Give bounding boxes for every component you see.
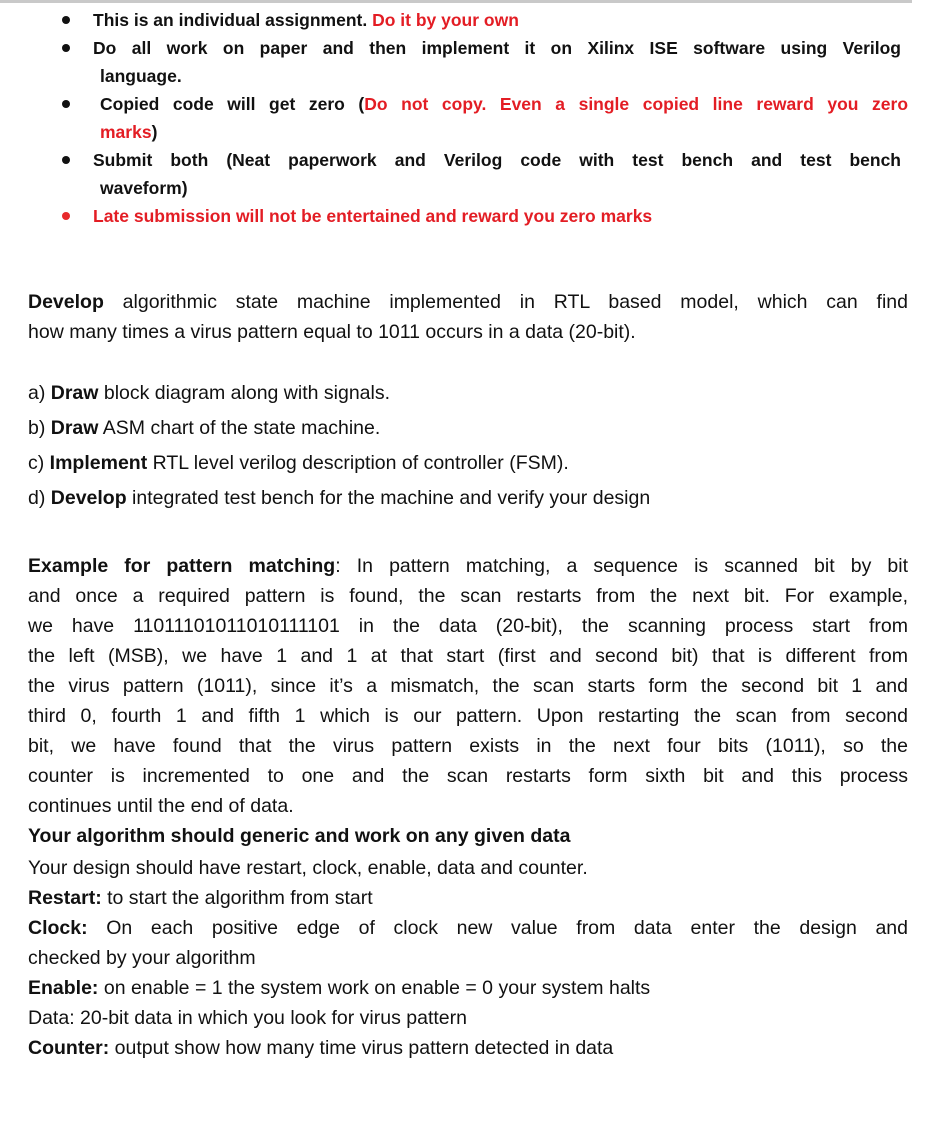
counter-spec: Counter: output show how many time virus pattern detected in data (28, 1037, 614, 1059)
task-item: a) Draw block diagram along with signals. (28, 382, 391, 404)
restart-spec: Restart: to start the algorithm from start (28, 887, 373, 909)
instruction-highlight: Do not copy. Even a single copied line reward you zero (364, 94, 909, 114)
generic-note: Your algorithm should generic and work on any given data (28, 825, 571, 847)
design-requirements (28, 853, 908, 1063)
bullet-icon (62, 156, 70, 164)
instruction-text-continued: waveform) (100, 178, 188, 198)
instruction-item (0, 34, 901, 90)
top-divider (0, 0, 912, 3)
problem-text-continued: how many times a virus pattern equal to 1011 occurs in a data (20-bit). (28, 321, 636, 343)
example-heading: Example for pattern matching (28, 555, 336, 577)
instruction-item (0, 146, 901, 202)
task-item: c) Implement RTL level verilog description of controller (FSM). (28, 452, 569, 474)
enable-spec: Enable: on enable = 1 the system work on enable = 0 your system halts (28, 977, 651, 999)
problem-text: algorithmic state machine implemented in RTL based model, which can find (103, 291, 908, 313)
instruction-text-continued: language. (100, 66, 182, 86)
problem-keyword: Develop (28, 291, 104, 313)
instruction-text: Copied code will get zero ( (100, 94, 365, 114)
instruction-item (0, 6, 901, 34)
problem-statement (28, 287, 908, 347)
clock-spec-continued: checked by your algorithm (28, 947, 256, 969)
instruction-highlight-continued: marks (100, 122, 152, 142)
bullet-icon (62, 212, 70, 220)
task-item: b) Draw ASM chart of the state machine. (28, 417, 381, 439)
instruction-highlight: Late submission will not be entertained and reward you zero marks (93, 206, 653, 226)
data-spec: Data: 20-bit data in which you look for virus pattern (28, 1007, 467, 1029)
instruction-highlight: Do it by your own (372, 10, 519, 30)
instruction-text: Submit both (Neat paperwork and Verilog code with test bench and test bench (93, 150, 901, 170)
clock-spec: Clock: On each positive edge of clock new value from data enter the design and (28, 917, 908, 939)
instruction-text-close: ) (151, 122, 158, 142)
task-list (28, 376, 908, 516)
bullet-icon (62, 16, 70, 24)
instruction-item (0, 202, 901, 230)
instruction-text: Do all work on paper and then implement it on Xilinx ISE software using Verilog (93, 38, 901, 58)
bullet-icon (62, 100, 70, 108)
instructions-list (0, 6, 950, 230)
task-item: d) Develop integrated test bench for the machine and verify your design (28, 487, 651, 509)
example-paragraph: Example for pattern matching: In pattern matching, a sequence is scanned bit by bit and once a required pattern is found, the scan restarts from the next bit. For example, we have 11011101011010111101 in the data (20-bit), the scanning process start from the left (MSB), we have 1 and 1 at that start (first and second bit) that is different from the virus pattern (1011), since it’s a mismatch, the scan starts form the second bit 1 and third 0, fourth 1 and fifth 1 which is our pattern. Upon restarting the scan from second bit, we have found that the virus pattern exists in the next four bits (1011), so the counter is incremented to one and the scan restarts form sixth bit and this process continues until the end of data. Your algorithm should generic and work on any given data (28, 551, 908, 851)
bullet-icon (62, 44, 70, 52)
instruction-item (0, 90, 908, 146)
instruction-text: This is an individual assignment. (93, 10, 373, 30)
design-intro: Your design should have restart, clock, enable, data and counter. (28, 857, 588, 879)
